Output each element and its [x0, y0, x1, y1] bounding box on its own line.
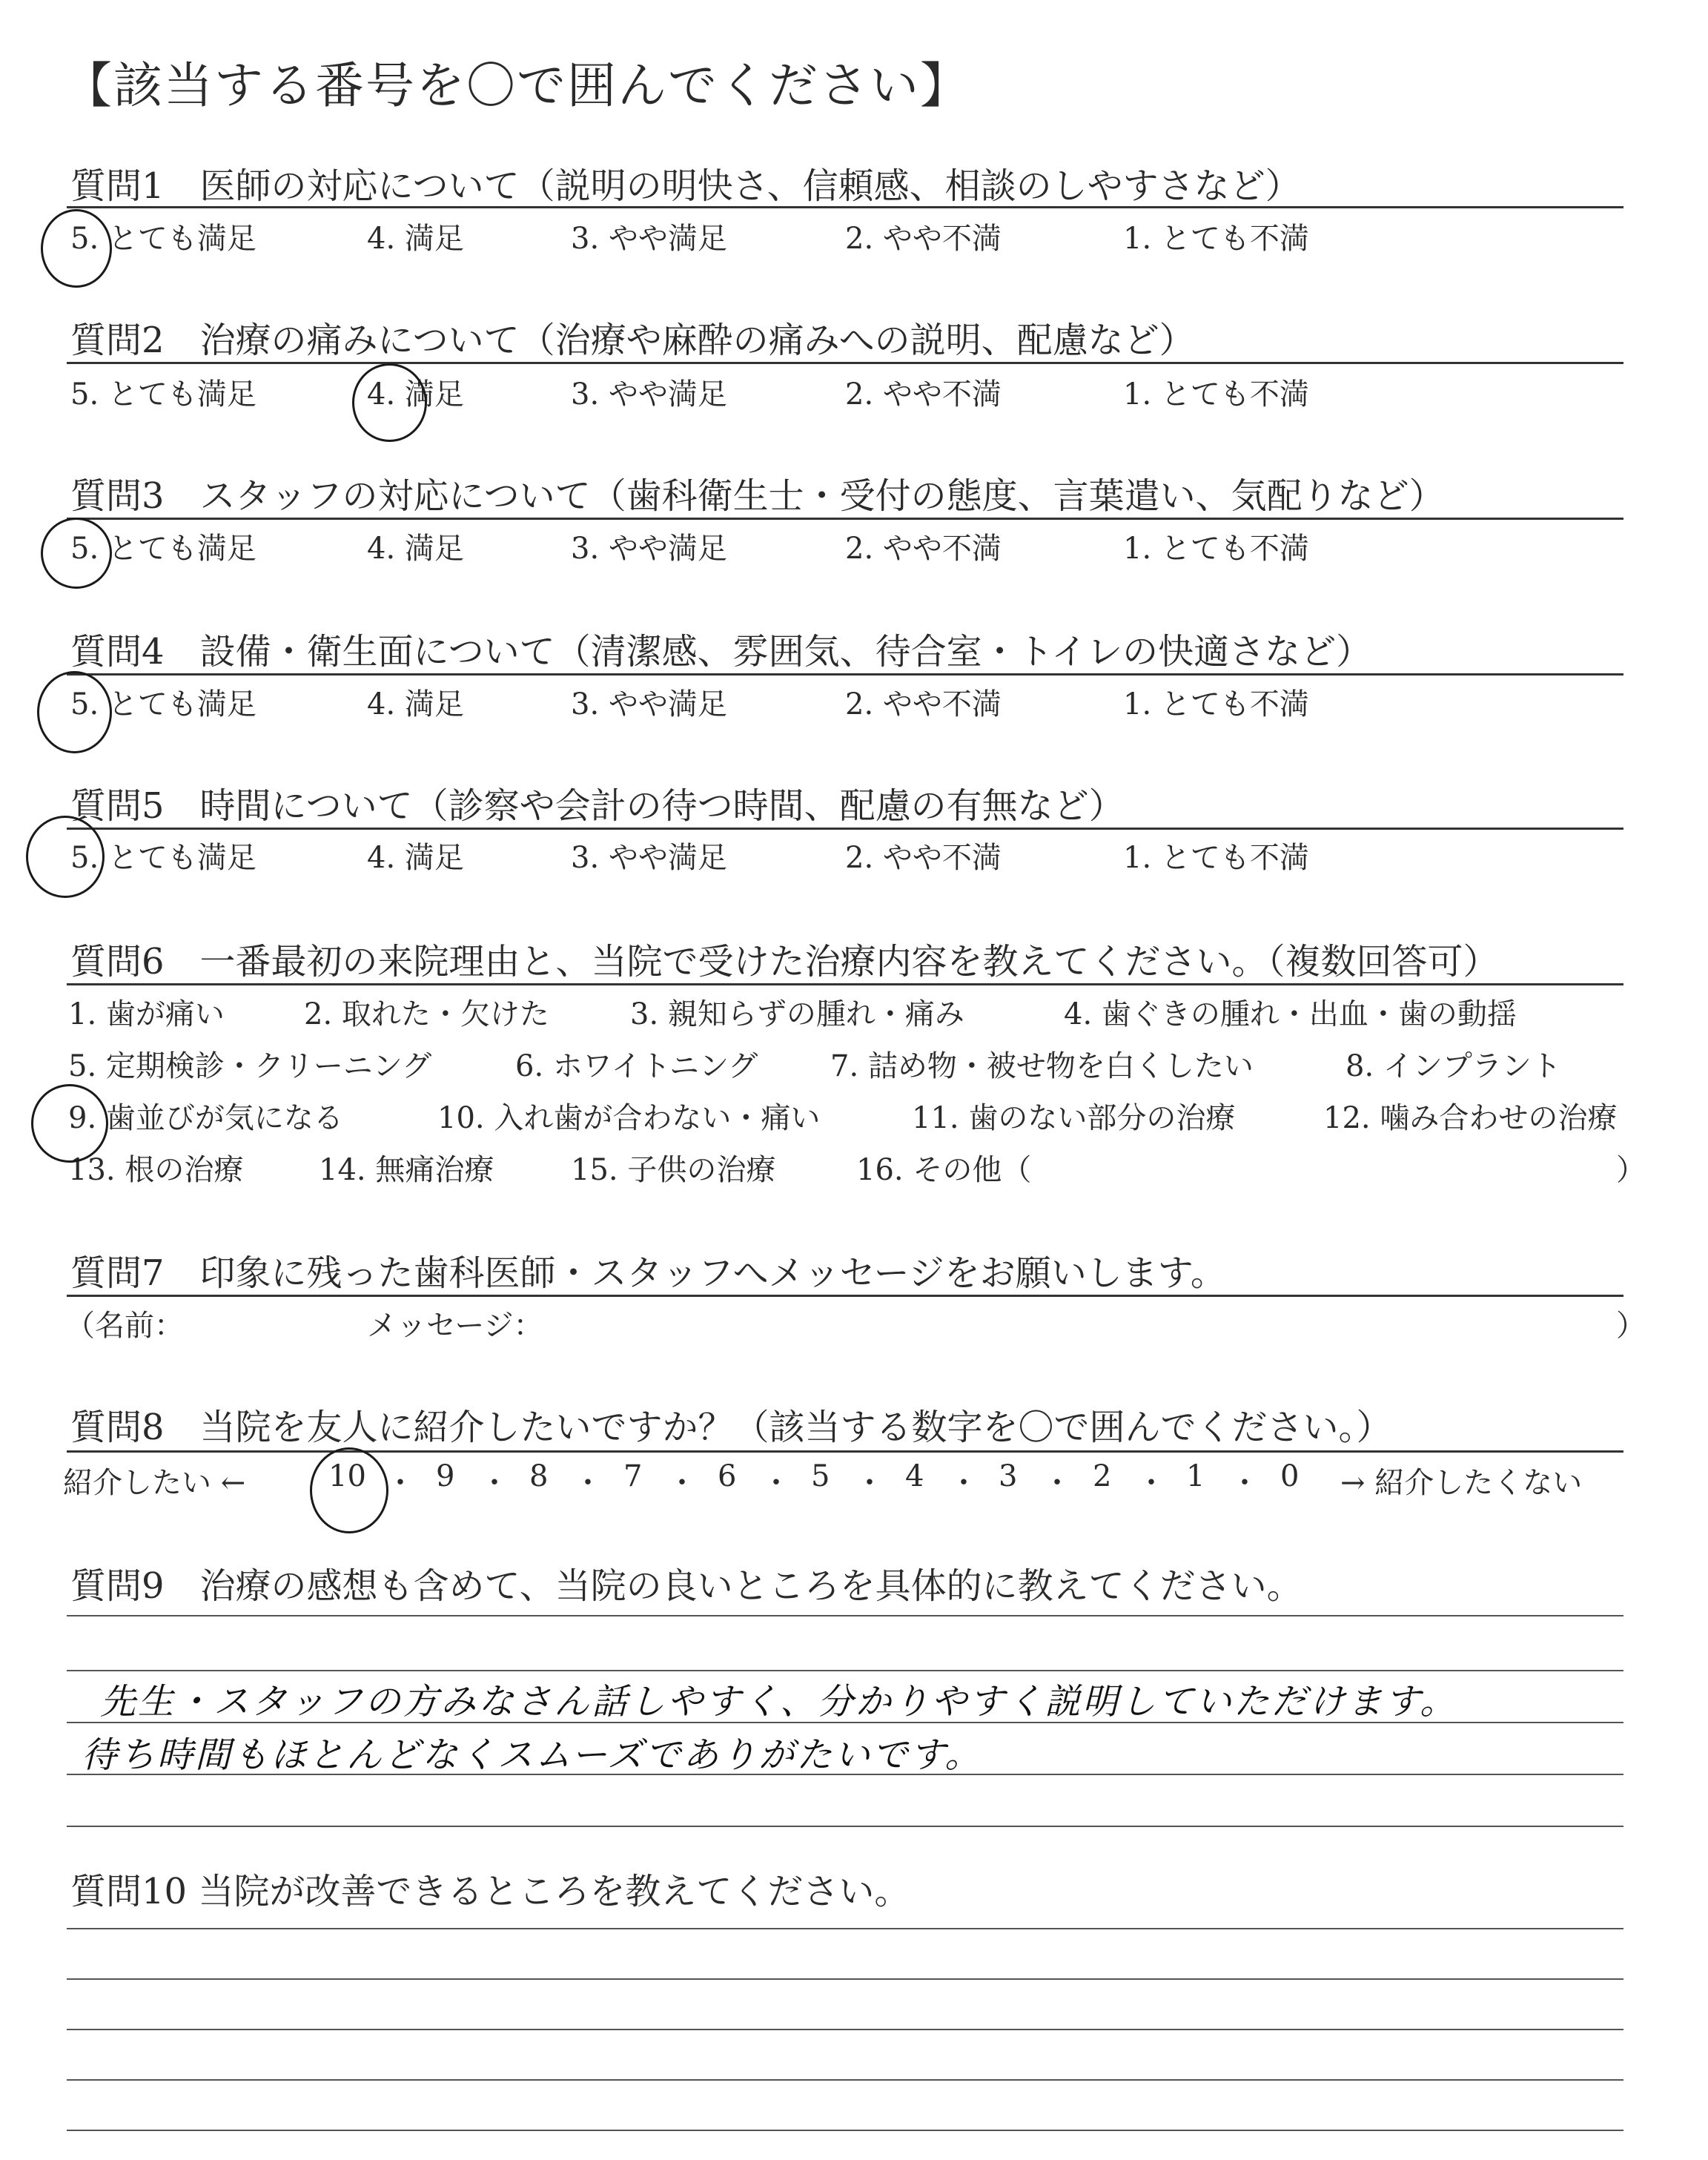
q6-option-14[interactable]: 14. 無痛治療 [319, 1153, 494, 1187]
q5-option-2[interactable]: 2. やや不満 [845, 841, 1002, 875]
q6-option-12[interactable]: 12. 噛み合わせの治療 [1323, 1101, 1618, 1135]
q2-selection-circle [352, 363, 427, 442]
q3-option-2[interactable]: 2. やや不満 [845, 532, 1002, 566]
q8-scale-3[interactable]: 3 [999, 1459, 1018, 1493]
q7-close-paren: ） [1616, 1309, 1646, 1343]
q6-option-6[interactable]: 6. ホワイトニング [515, 1049, 758, 1083]
q6-selection-circle [31, 1084, 108, 1163]
q6-option-4[interactable]: 4. 歯ぐきの腫れ・出血・歯の動揺 [1064, 997, 1517, 1031]
q9-handwritten-answer-line-1: 先生・スタッフの方みなさん話しやすく、分かりやすく説明していただけます。 [100, 1681, 1458, 1723]
q1-option-2[interactable]: 2. やや不満 [845, 222, 1002, 256]
q6-title: 質問6 一番最初の来院理由と、当院で受けた治療内容を教えてください。（複数回答可） [70, 941, 1499, 982]
q4-title: 質問4 設備・衛生面について（清潔感、雰囲気、待合室・トイレの快適さなど） [70, 631, 1372, 673]
q4-rule [67, 673, 1623, 676]
q3-selection-circle [41, 518, 112, 589]
q8-scale-0[interactable]: 0 [1280, 1459, 1300, 1493]
q1-option-4[interactable]: 4. 満足 [367, 222, 464, 256]
q5-option-3[interactable]: 3. やや満足 [571, 841, 727, 875]
q1-title: 質問1 医師の対応について（説明の明快さ、信頼感、相談のしやすさなど） [70, 165, 1301, 207]
q2-rule [67, 362, 1623, 364]
q5-option-1[interactable]: 1. とても不満 [1123, 841, 1309, 875]
q3-option-1[interactable]: 1. とても不満 [1123, 532, 1309, 566]
q1-selection-circle [41, 209, 112, 288]
q8-dot: ・ [667, 1466, 697, 1500]
q10-title: 質問10 当院が改善できるところを教えてください。 [70, 1871, 910, 1912]
q6-option-7[interactable]: 7. 詰め物・被せ物を白くしたい [830, 1049, 1254, 1083]
q8-dot: ・ [385, 1466, 415, 1500]
q4-option-4[interactable]: 4. 満足 [367, 687, 464, 721]
q8-dot: ・ [761, 1466, 791, 1500]
q6-option-15[interactable]: 15. 子供の治療 [571, 1153, 776, 1187]
q8-rule [67, 1450, 1623, 1453]
q6-rule [67, 983, 1623, 985]
q6-option-2[interactable]: 2. 取れた・欠けた [304, 997, 549, 1031]
q5-selection-circle [26, 816, 105, 898]
q10-answer-line [67, 2130, 1623, 2131]
q10-answer-line [67, 1978, 1623, 1980]
q5-option-5[interactable]: 5. とても満足 [70, 841, 256, 875]
q8-dot: ・ [480, 1466, 509, 1500]
q4-option-1[interactable]: 1. とても不満 [1123, 687, 1309, 721]
q6-option-16[interactable]: 16. その他（ [856, 1153, 1032, 1187]
q10-answer-line [67, 2079, 1623, 2081]
q8-selection-circle [310, 1447, 388, 1533]
q5-option-4[interactable]: 4. 満足 [367, 841, 464, 875]
q1-rule [67, 206, 1623, 208]
q8-dot: ・ [1042, 1466, 1072, 1500]
q6-other-close-paren: ） [1616, 1153, 1646, 1187]
q10-answer-line [67, 2029, 1623, 2030]
q8-scale-10[interactable]: 10 [328, 1459, 366, 1493]
q8-scale-6[interactable]: 6 [718, 1459, 737, 1493]
q1-option-3[interactable]: 3. やや満足 [571, 222, 727, 256]
q8-title: 質問8 当院を友人に紹介したいですか？（該当する数字を〇で囲んでください。） [70, 1407, 1392, 1448]
q9-answer-line [67, 1615, 1623, 1616]
q4-option-2[interactable]: 2. やや不満 [845, 687, 1002, 721]
q4-option-3[interactable]: 3. やや満足 [571, 687, 727, 721]
form-header: 【該当する番号を〇で囲んでください】 [63, 57, 970, 114]
q2-option-3[interactable]: 3. やや満足 [571, 377, 727, 412]
q9-answer-line [67, 1826, 1623, 1827]
q8-scale-5[interactable]: 5 [811, 1459, 830, 1493]
q7-name-label: （名前： [65, 1309, 184, 1343]
q9-handwritten-answer-line-2: 待ち時間もほとんどなくスムーズでありがたいです。 [82, 1734, 983, 1776]
q8-dot: ・ [1136, 1466, 1166, 1500]
q6-option-5[interactable]: 5. 定期検診・クリーニング [68, 1049, 432, 1083]
q8-scale-8[interactable]: 8 [529, 1459, 549, 1493]
q8-scale-1[interactable]: 1 [1186, 1459, 1205, 1493]
q6-option-13[interactable]: 13. 根の治療 [68, 1153, 244, 1187]
q4-selection-circle [37, 671, 112, 753]
q8-dot: ・ [855, 1466, 884, 1500]
q6-option-3[interactable]: 3. 親知らずの腫れ・痛み [630, 997, 964, 1031]
q6-option-11[interactable]: 11. 歯のない部分の治療 [912, 1101, 1236, 1135]
q7-title: 質問7 印象に残った歯科医師・スタッフへメッセージをお願いします。 [70, 1252, 1226, 1294]
q3-option-3[interactable]: 3. やや満足 [571, 532, 727, 566]
q1-option-1[interactable]: 1. とても不満 [1123, 222, 1309, 256]
q1-option-5[interactable]: 5. とても満足 [70, 222, 256, 256]
q8-scale-9[interactable]: 9 [436, 1459, 455, 1493]
q7-message-label: メッセージ： [367, 1309, 543, 1343]
q8-scale-2[interactable]: 2 [1093, 1459, 1112, 1493]
q3-title: 質問3 スタッフの対応について（歯科衛生士・受付の態度、言葉遣い、気配りなど） [70, 475, 1445, 517]
q2-option-5[interactable]: 5. とても満足 [70, 377, 256, 412]
q3-option-4[interactable]: 4. 満足 [367, 532, 464, 566]
q2-title: 質問2 治療の痛みについて（治療や麻酔の痛みへの説明、配慮など） [70, 320, 1195, 361]
q7-rule [67, 1295, 1623, 1297]
q8-left-label: 紹介したい ← [63, 1466, 246, 1500]
q6-option-1[interactable]: 1. 歯が痛い [68, 997, 225, 1031]
q8-dot: ・ [1230, 1466, 1260, 1500]
q6-option-8[interactable]: 8. インプラント [1345, 1049, 1561, 1083]
q2-option-4[interactable]: 4. 満足 [367, 377, 464, 412]
q5-title: 質問5 時間について（診察や会計の待つ時間、配慮の有無など） [70, 785, 1125, 827]
q6-option-10[interactable]: 10. 入れ歯が合わない・痛い [437, 1101, 821, 1135]
q8-scale-7[interactable]: 7 [623, 1459, 643, 1493]
q8-scale-4[interactable]: 4 [905, 1459, 924, 1493]
q10-answer-line [67, 1928, 1623, 1929]
q4-option-5[interactable]: 5. とても満足 [70, 687, 256, 721]
q8-dot: ・ [573, 1466, 603, 1500]
q8-right-label: → 紹介したくない [1340, 1466, 1583, 1500]
q6-option-9[interactable]: 9. 歯並びが気になる [68, 1101, 343, 1135]
q9-answer-line [67, 1670, 1623, 1671]
q2-option-1[interactable]: 1. とても不満 [1123, 377, 1309, 412]
q9-title: 質問9 治療の感想も含めて、当院の良いところを具体的に教えてください。 [70, 1565, 1302, 1607]
q2-option-2[interactable]: 2. やや不満 [845, 377, 1002, 412]
q5-rule [67, 828, 1623, 830]
q8-dot: ・ [949, 1466, 979, 1500]
q3-option-5[interactable]: 5. とても満足 [70, 532, 256, 566]
q3-rule [67, 518, 1623, 520]
